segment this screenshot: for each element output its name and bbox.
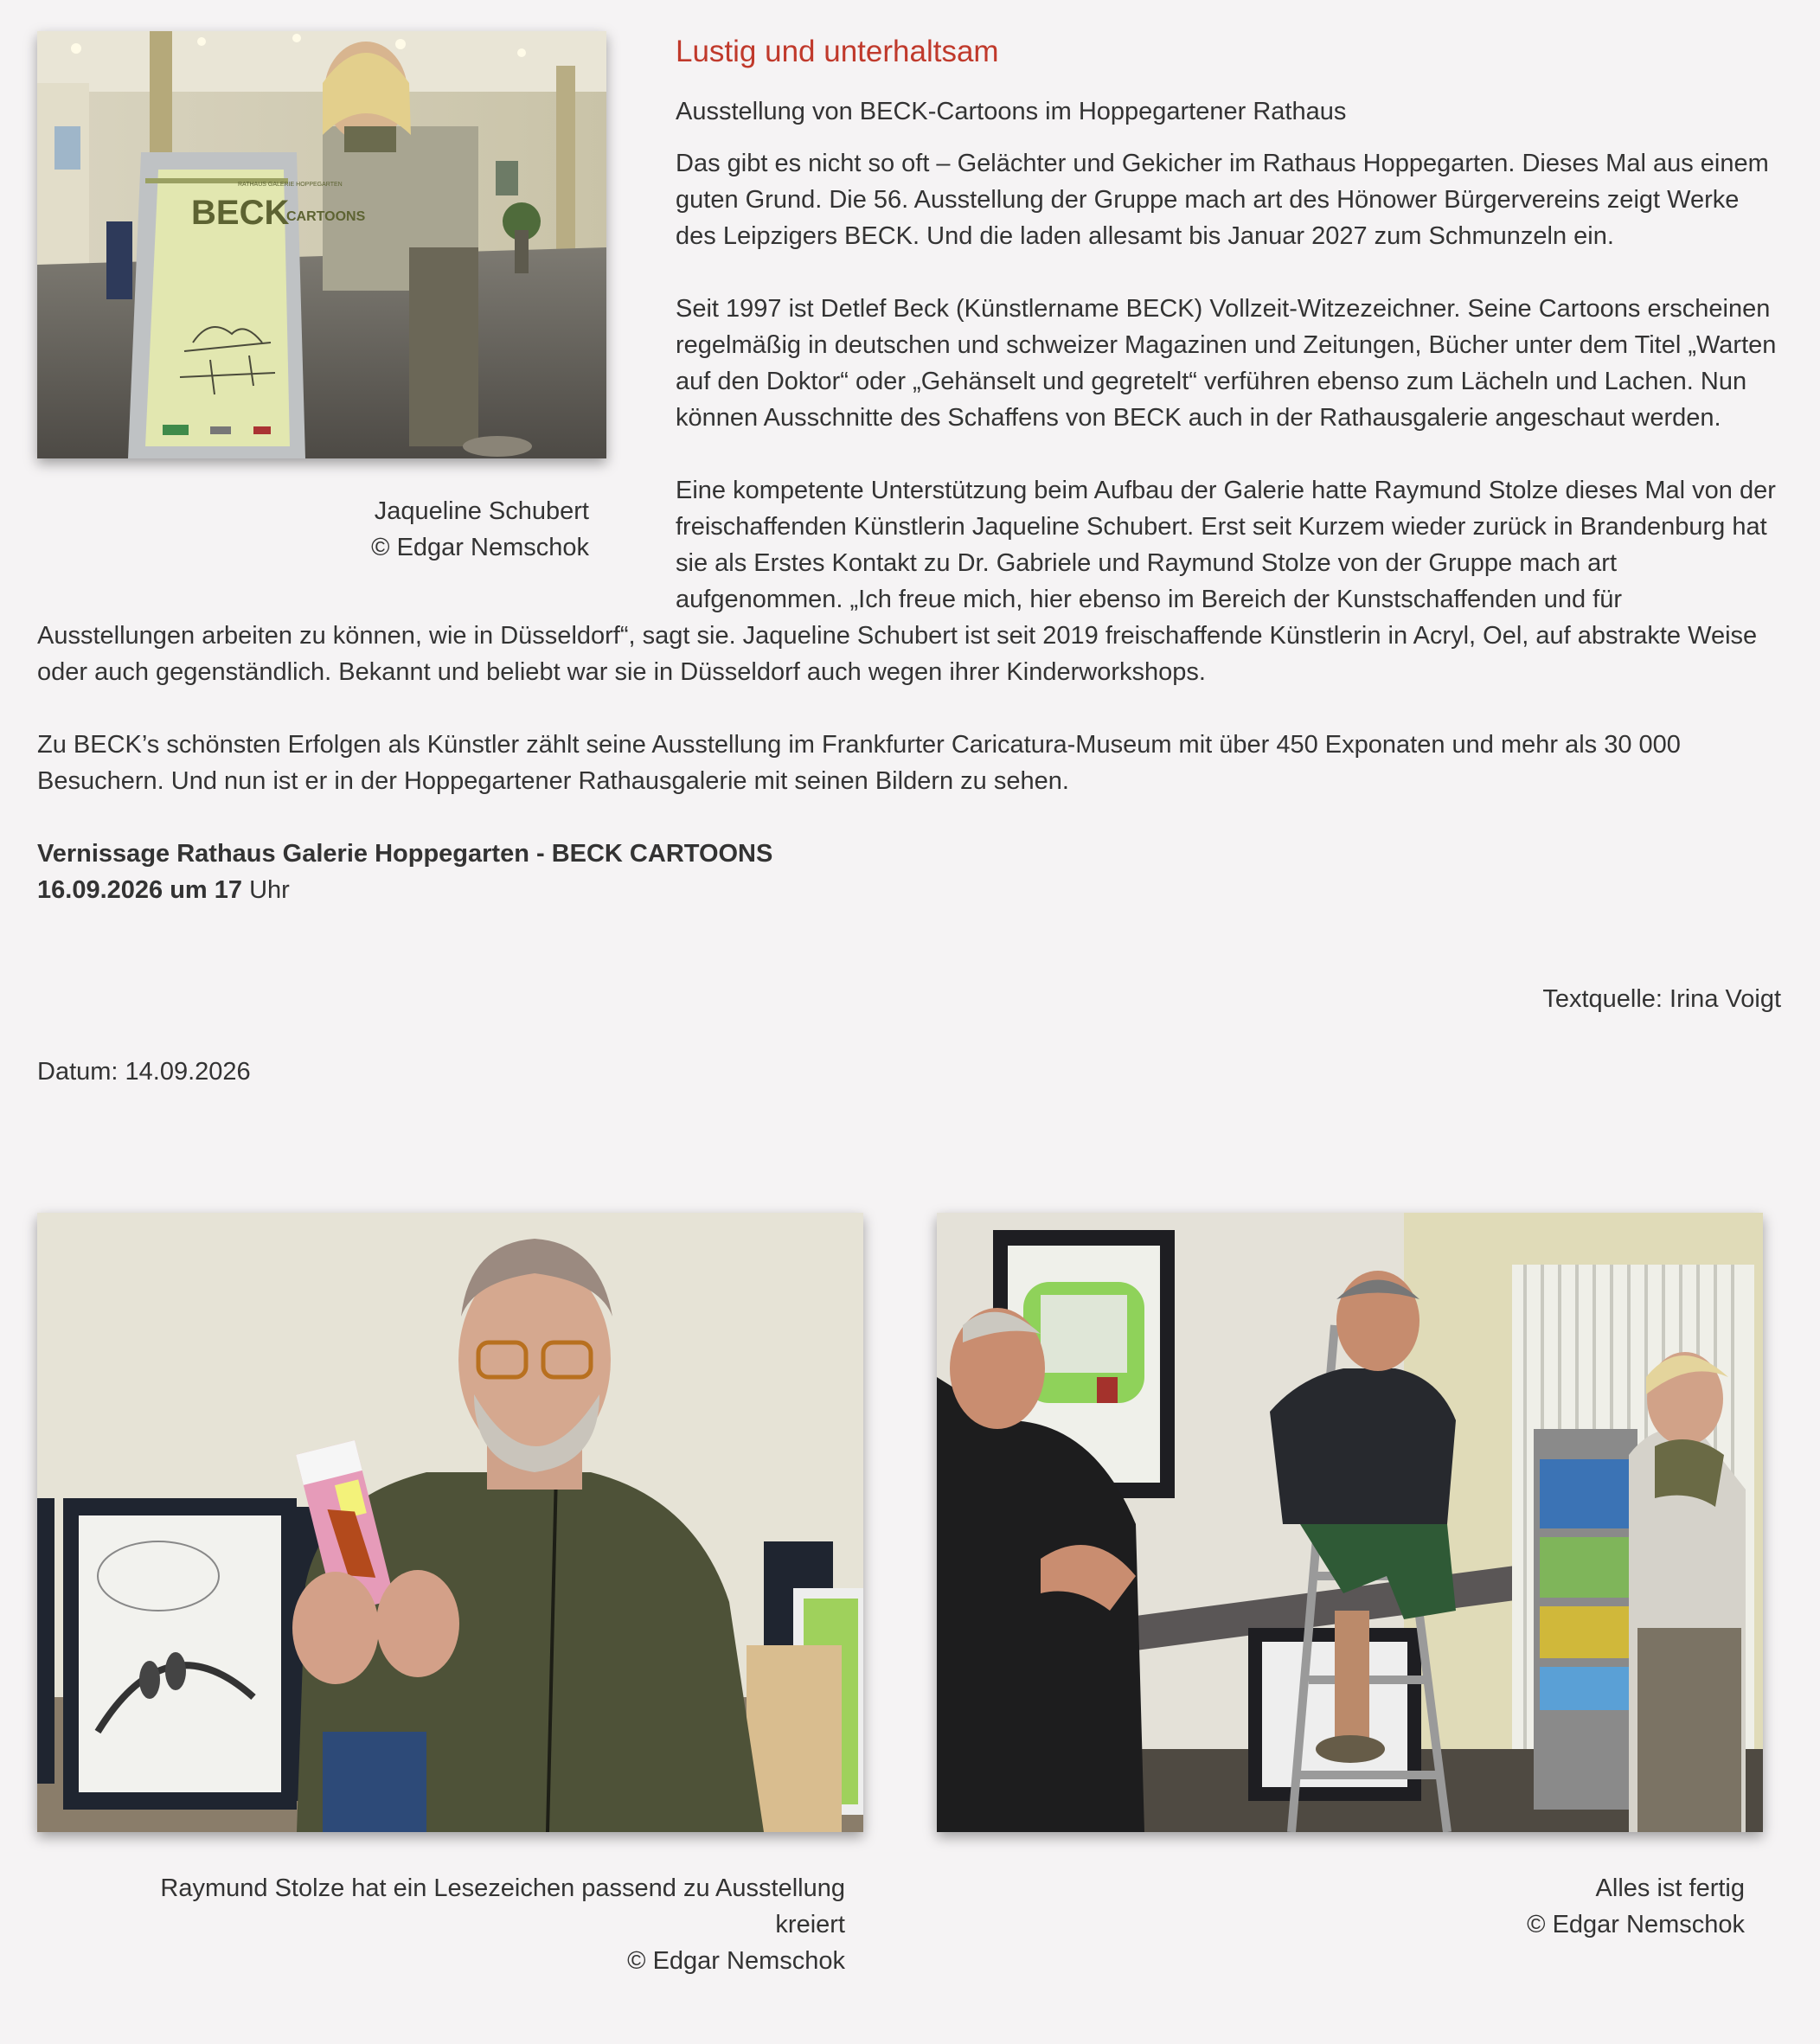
gallery-item-alles-fertig bbox=[937, 1213, 1763, 1943]
article-headline: Lustig und unterhaltsam bbox=[676, 35, 999, 68]
caption-line: Jaqueline Schubert bbox=[374, 497, 589, 525]
caption-line: Raymund Stolze hat ein Lesezeichen passend zu Ausstellung bbox=[160, 1874, 845, 1902]
gallery-caption-1 bbox=[37, 1870, 863, 1979]
event-time-suffix: Uhr bbox=[242, 876, 290, 904]
article-paragraph-3: Eine kompetente Unterstützung beim Aufbau der Galerie hatte Raymund Stolze dieses Mal von der freischaffenden Künstlerin Jaqueline Schubert. Erst seit Kurzem wieder zurück in Brandenburg hat sie als Erstes Kontakt zu Dr. Gabriele und Raymund Stolze von der Gruppe mach art aufgenommen. „Ich freue mich, hier ebenso im Bereich der Kunstschaffenden und für Ausstellungen arbeiten zu können, wie in Düsseldorf“, sagt sie. Jaqueline Schubert ist seit 2019 freischaffende Künstlerin in Acryl, Oel, auf abstrakte Weise oder auch gegenständlich. Bekannt und beliebt war sie in Düsseldorf auch wegen ihrer Kinderworkshops. bbox=[37, 477, 1776, 686]
photo-drawing bbox=[937, 1213, 1763, 1832]
poster-cartoon-drawing bbox=[37, 31, 606, 458]
photo-gallery bbox=[37, 1213, 1783, 1991]
event-title: Vernissage Rathaus Galerie Hoppegarten - BECK CARTOONS bbox=[37, 840, 773, 868]
top-figure bbox=[37, 31, 606, 566]
article-paragraph-2: Seit 1997 ist Detlef Beck (Künstlername BECK) Vollzeit-Witzezeichner. Seine Cartoons erscheinen regelmäßig in deutschen und schweizer Magazinen und Zeitungen, Bücher unter dem Titel „Warten auf den Doktor“ oder „Gehänselt und gegretelt“ verführen ebenso zum Lächeln und Lachen. Nun können Ausschnitte des Schaffens von BECK auch in der Rathausgalerie angeschaut werden. bbox=[676, 295, 1777, 432]
photo-raymund-stolze[interactable] bbox=[37, 1213, 863, 1832]
top-figure-caption bbox=[37, 493, 606, 566]
photo-alles-fertig[interactable] bbox=[937, 1213, 1763, 1832]
gallery-item-raymund-stolze bbox=[37, 1213, 863, 1979]
caption-credit: © Edgar Nemschok bbox=[1527, 1911, 1745, 1938]
text-source: Textquelle: Irina Voigt bbox=[1542, 985, 1781, 1013]
event-date: 16.09.2026 um 17 bbox=[37, 876, 243, 904]
event-datetime bbox=[37, 872, 1783, 908]
article bbox=[37, 31, 1783, 1090]
photo-drawing bbox=[37, 1213, 863, 1832]
photo-jaqueline-schubert[interactable] bbox=[37, 31, 606, 458]
caption-credit: © Edgar Nemschok bbox=[371, 534, 589, 561]
poster-subtitle: CARTOONS bbox=[286, 209, 366, 224]
article-paragraph-4: Zu BECK’s schönsten Erfolgen als Künstler zählt seine Ausstellung im Frankfurter Caricatura-Museum mit über 450 Exponaten und mehr als 30 000 Besuchern. Und nun ist er in der Hoppegartener Rathausgalerie mit seinen Bildern zu sehen. bbox=[37, 731, 1681, 795]
caption-credit: © Edgar Nemschok bbox=[627, 1947, 845, 1975]
gallery-caption-2 bbox=[937, 1870, 1763, 1943]
article-date: Datum: 14.09.2026 bbox=[37, 1058, 251, 1086]
caption-line: Alles ist fertig bbox=[1595, 1874, 1745, 1902]
caption-line-2: kreiert bbox=[775, 1911, 845, 1938]
poster-title: BECK bbox=[191, 194, 290, 232]
article-paragraph-1: Das gibt es nicht so oft – Gelächter und Gekicher im Rathaus Hoppegarten. Dieses Mal aus einem guten Grund. Die 56. Ausstellung der Gruppe mach art des Hönower Bürgervereins zeigt Werke des Leipzigers BECK. Und die laden allesamt bis Januar 2027 zum Schmunzeln ein. bbox=[676, 150, 1769, 250]
article-subhead: Ausstellung von BECK-Cartoons im Hoppegartener Rathaus bbox=[676, 98, 1347, 125]
poster-header: RATHAUS GALERIE HOPPEGARTEN bbox=[238, 182, 343, 188]
